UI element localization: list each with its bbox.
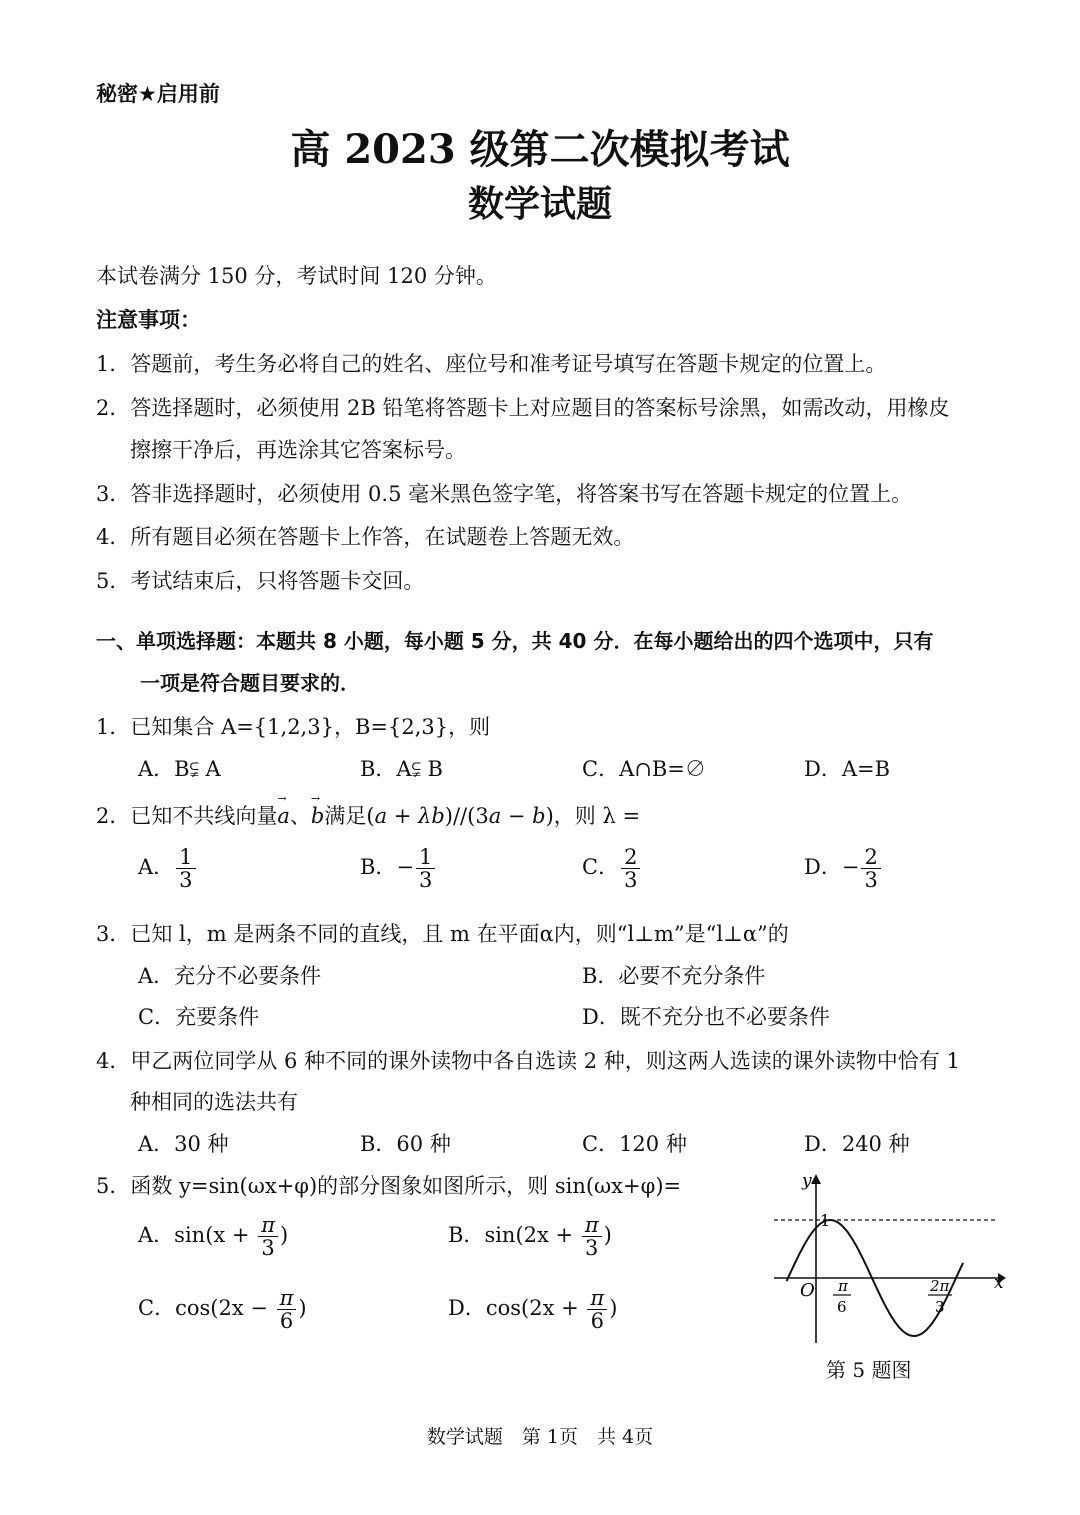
- notice-item: 4．所有题目必须在答题卡上作答，在试题卷上答题无效。: [96, 525, 635, 549]
- fraction-denominator: 6: [279, 1309, 294, 1334]
- q2-suffix: )，则 λ =: [545, 804, 641, 828]
- secret-label: 秘密★启用前: [96, 82, 220, 106]
- tick-2pi3-denominator: 3: [935, 1298, 945, 1316]
- fraction-numerator: 1: [416, 846, 435, 869]
- q2-expr2: a − b: [488, 804, 546, 828]
- fraction-numerator: π: [582, 1214, 602, 1237]
- option-expr: sin(2x +: [484, 1223, 580, 1248]
- option-expr-end: ): [298, 1296, 307, 1321]
- q1-option-d: D．A=B: [804, 757, 891, 781]
- section-heading-cont: 一项是符合题目要求的．: [140, 671, 360, 695]
- y-one-label: 1: [820, 1211, 831, 1230]
- q1-option-a: A．B⫋ A: [138, 757, 221, 781]
- q1-option-c: C．A∩B=∅: [582, 757, 706, 781]
- option-expr-end: ): [280, 1223, 289, 1248]
- fraction-numerator: π: [258, 1214, 278, 1237]
- option-expr: cos(2x −: [175, 1296, 275, 1321]
- fraction-numerator: π: [587, 1287, 607, 1310]
- notice-item: 2．答选择题时，必须使用 2B 铅笔将答题卡上对应题目的答案标号涂黑，如需改动，用橡皮: [96, 396, 950, 420]
- option-label: D．: [448, 1296, 486, 1321]
- option-sign: −: [396, 855, 415, 880]
- fraction-denominator: 3: [624, 868, 638, 893]
- fraction-denominator: 6: [590, 1309, 604, 1334]
- q2-option-a: [138, 846, 198, 891]
- fraction-denominator: 3: [261, 1236, 275, 1261]
- x-axis-label: x: [994, 1273, 1004, 1293]
- q4-option-b: B．60 种: [360, 1132, 451, 1156]
- origin-label: O: [800, 1280, 815, 1301]
- notice-item: 5．考试结束后，只将答题卡交回。: [96, 569, 425, 593]
- y-axis-arrow-icon: [811, 1174, 821, 1184]
- q2-sep: 、: [289, 804, 311, 828]
- fraction-numerator: 2: [621, 846, 640, 869]
- q4-stem: 4．甲乙两位同学从 6 种不同的课外读物中各自选读 2 种，则这两人选读的课外读物中恰有 1: [96, 1049, 960, 1073]
- option-label: A．: [138, 1223, 175, 1248]
- q5-option-a: [138, 1214, 288, 1259]
- q5-graph-caption: 第 5 题图: [826, 1358, 912, 1382]
- section-heading: 一、单项选择题：本题共 8 小题，每小题 5 分，共 40 分．在每小题给出的四个选项中，只有: [96, 629, 934, 653]
- q1-option-b: B．A⫋ B: [360, 757, 443, 781]
- vector-b: → b: [311, 804, 324, 828]
- q4-option-a: A．30 种: [138, 1132, 229, 1156]
- option-expr: cos(2x +: [485, 1296, 586, 1321]
- page-footer: 数学试题 第 1页 共 4页: [426, 1426, 654, 1448]
- fraction-numerator: 1: [176, 846, 195, 869]
- fraction-denominator: 3: [419, 868, 433, 893]
- vector-a: → a: [277, 804, 290, 828]
- option-expr-end: ): [603, 1223, 612, 1248]
- notice-item: 3．答非选择题时，必须使用 0.5 毫米黑色签字笔，将答案书写在答题卡规定的位置上。: [96, 482, 913, 506]
- notice-item: 1．答题前，考生务必将自己的姓名、座位号和准考证号填写在答题卡规定的位置上。: [96, 352, 887, 376]
- intro-text: 本试卷满分 150 分，考试时间 120 分钟。: [96, 264, 497, 288]
- tick-pi6-numerator: π: [838, 1277, 848, 1295]
- fraction-denominator: 3: [864, 868, 878, 893]
- option-label: B．: [360, 855, 397, 880]
- q4-stem-cont: 种相同的选法共有: [130, 1090, 298, 1114]
- fraction-numerator: π: [277, 1287, 297, 1310]
- y-axis-label: y: [802, 1171, 812, 1191]
- option-expr: sin(x +: [174, 1223, 257, 1248]
- option-label: C．: [138, 1296, 176, 1321]
- option-expr-end: ): [609, 1296, 618, 1321]
- option-label: C．: [582, 855, 620, 880]
- fraction-numerator: 2: [861, 846, 880, 869]
- q5-option-c: [138, 1287, 307, 1332]
- q4-option-c: C．120 种: [582, 1132, 687, 1156]
- q2-mid: 满足(: [324, 804, 375, 828]
- notice-heading: 注意事项：: [96, 308, 201, 332]
- q2-option-b: [360, 846, 437, 891]
- fraction-denominator: 3: [179, 868, 193, 893]
- q3-option-d: D．既不充分也不必要条件: [582, 1005, 830, 1029]
- q2-parallel: )//(3: [444, 804, 489, 828]
- q1-stem: 1．已知集合 A={1,2,3}，B={2,3}，则: [96, 715, 491, 739]
- q5-stem: 5．函数 y=sin(ωx+φ)的部分图象如图所示，则 sin(ωx+φ)=: [96, 1174, 682, 1198]
- option-label: A．: [138, 855, 175, 880]
- fraction-denominator: 3: [585, 1236, 599, 1261]
- q3-option-a: A．充分不必要条件: [138, 964, 322, 988]
- option-label: D．: [804, 855, 842, 880]
- q2-stem: [96, 800, 640, 830]
- q3-option-c: C．充要条件: [138, 1005, 260, 1029]
- q3-stem: 3．已知 l，m 是两条不同的直线，且 m 在平面α内，则“l⊥m”是“l⊥α”的: [96, 922, 789, 946]
- q5-sine-graph: [770, 1168, 1010, 1348]
- q4-option-d: D．240 种: [804, 1132, 910, 1156]
- option-sign: −: [841, 855, 860, 880]
- q2-prefix: 2．已知不共线向量: [96, 804, 278, 828]
- q3-option-b: B．必要不充分条件: [582, 964, 766, 988]
- q2-expr1: a + λb: [374, 804, 445, 828]
- q2-option-c: [582, 846, 642, 891]
- option-label: B．: [448, 1223, 485, 1248]
- exam-subtitle: 数学试题: [467, 183, 612, 225]
- tick-2pi3-numerator: 2π: [930, 1277, 950, 1295]
- q5-option-b: [448, 1214, 612, 1259]
- tick-pi6-denominator: 6: [837, 1298, 847, 1316]
- notice-item: 擦擦干净后，再选涂其它答案标号。: [130, 438, 466, 462]
- exam-title: 高 2023 级第二次模拟考试: [290, 126, 790, 173]
- q5-option-d: [448, 1287, 617, 1332]
- q2-option-d: [804, 846, 883, 891]
